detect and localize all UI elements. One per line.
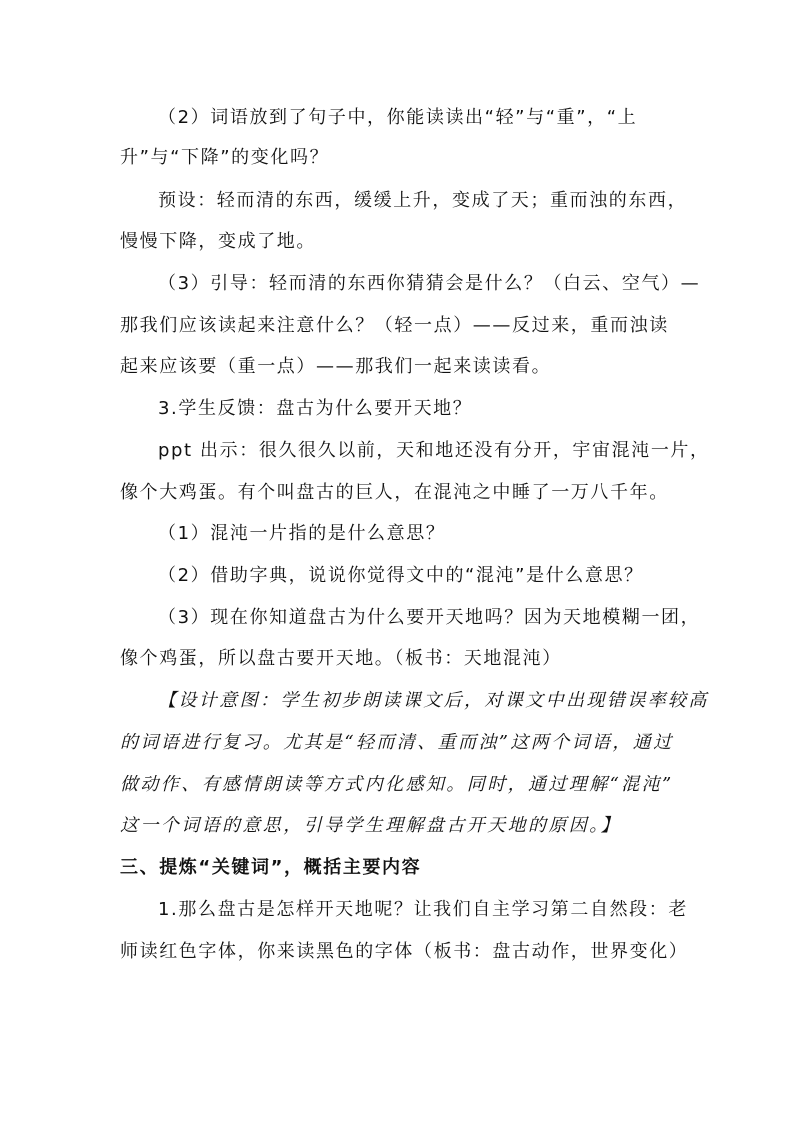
design-intent-line: 的词语进行复习。尤其是“轻而清、重而浊”这两个词语，通过 (120, 732, 674, 753)
section-heading: 三、提炼“关键词”，概括主要内容 (120, 857, 422, 878)
text-line: （2）词语放到了句子中，你能读读出“轻”与“重”，“上 (158, 107, 638, 128)
text-line: 升”与“下降”的变化吗？ (120, 147, 330, 168)
design-intent-line: 这一个词语的意思，引导学生理解盘古开天地的原因。】 (120, 815, 621, 836)
text-line: 慢慢下降，变成了地。 (120, 231, 316, 252)
text-line: 像个大鸡蛋。有个叫盘古的巨人，在混沌之中睡了一万八千年。 (120, 482, 669, 503)
text-line: 那我们应该读起来注意什么？（轻一点）——反过来，重而浊读 (120, 315, 669, 336)
text-line: 1.那么盘古是怎样开天地呢？让我们自主学习第二自然段：老 (158, 899, 688, 920)
text-line: 起来应该要（重一点）——那我们一起来读读看。 (120, 356, 552, 377)
text-line: （2）借助字典，说说你觉得文中的“混沌”是什么意思？ (158, 565, 644, 586)
design-intent-line: 做动作、有感情朗读等方式内化感知。同时，通过理解“混沌” (120, 774, 674, 795)
text-line: 像个鸡蛋，所以盘古要开天地。（板书：天地混沌） (120, 648, 562, 669)
text-line: （1）混沌一片指的是什么意思？ (158, 523, 446, 544)
text-line: 预设：轻而清的东西，缓缓上升，变成了天；重而浊的东西， (158, 190, 688, 211)
text-line: ppt 出示：很久很久以前，天和地还没有分开，宇宙混沌一片， (158, 440, 710, 461)
text-line: （3）现在你知道盘古为什么要开天地吗？因为天地模糊一团， (158, 607, 701, 628)
design-intent-line: 【设计意图：学生初步朗读课文后，对课文中出现错误率较高 (158, 690, 709, 711)
text-line: （3）引导：轻而清的东西你猜猜会是什么？（白云、空气）— (158, 273, 701, 294)
text-line: 3.学生反馈：盘古为什么要开天地？ (158, 398, 473, 419)
text-line: 师读红色字体，你来读黑色的字体（板书：盘古动作，世界变化） (120, 941, 689, 962)
